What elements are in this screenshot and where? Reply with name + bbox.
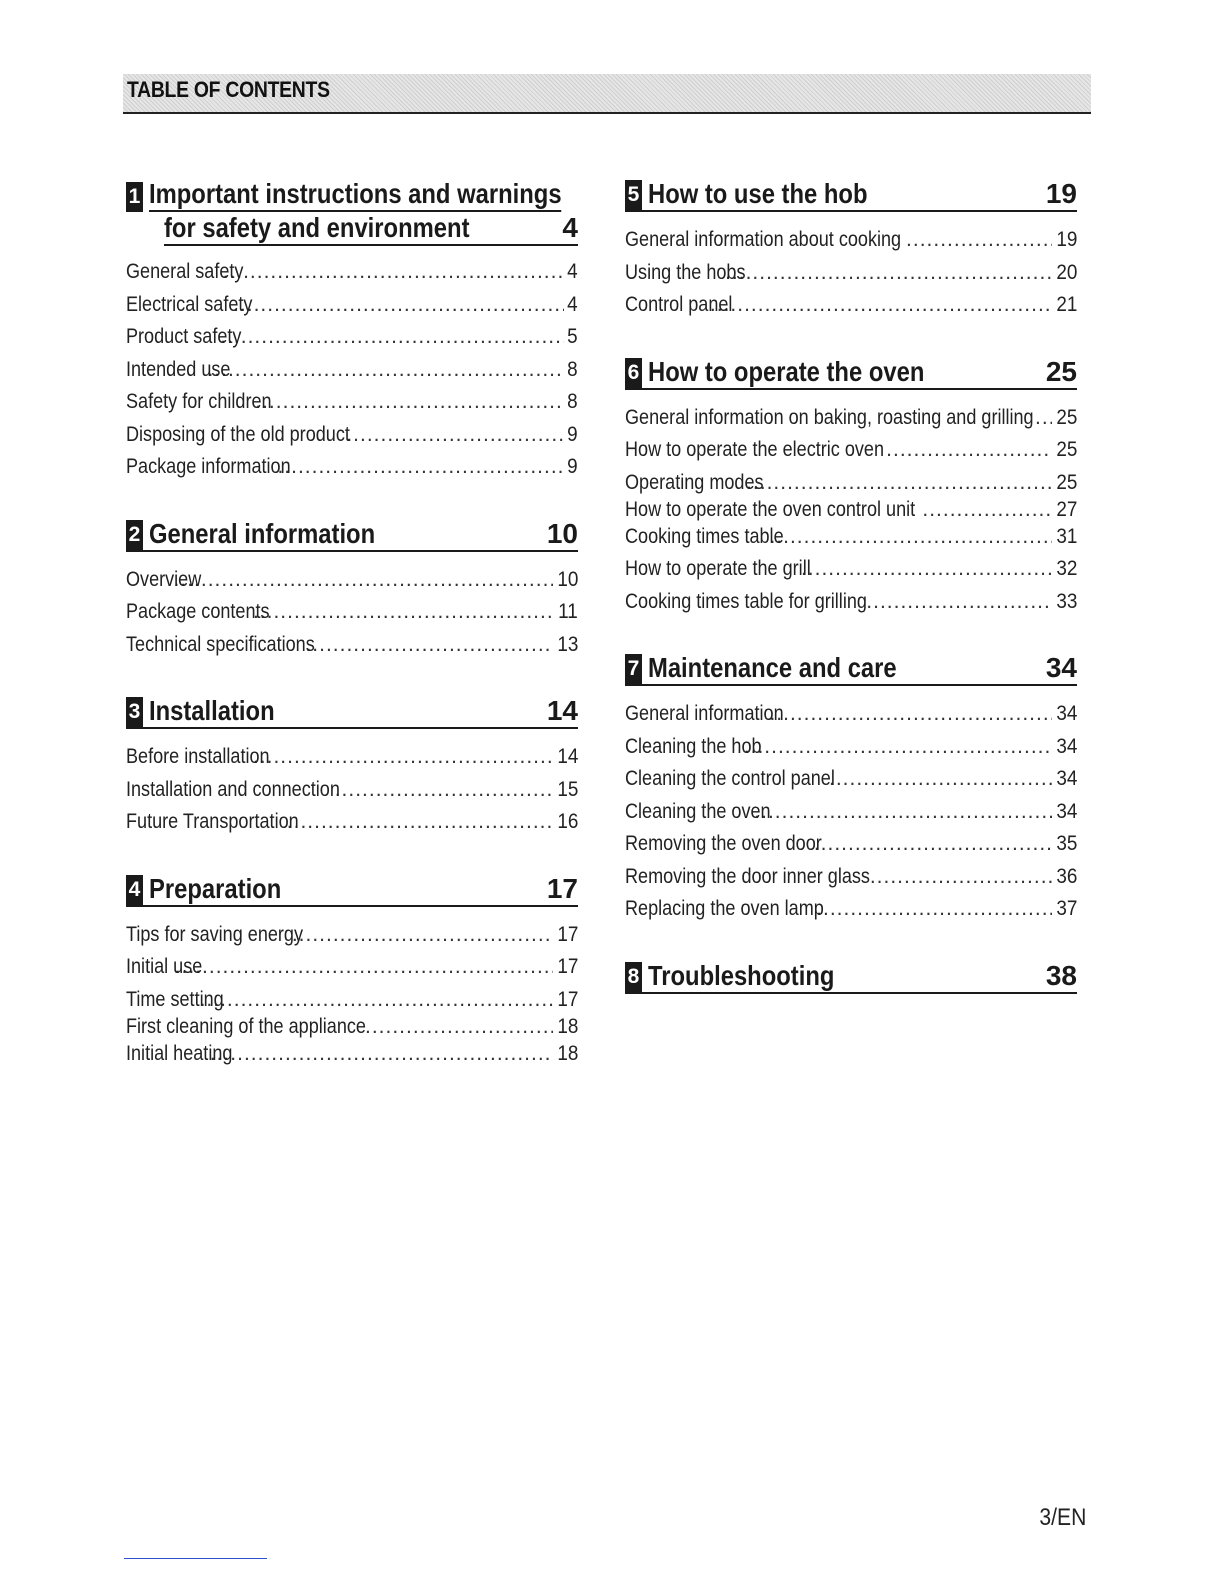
dot-leader [725, 261, 1052, 285]
dot-leader [305, 633, 552, 657]
section-number-badge: 4 [126, 875, 143, 905]
dot-leader [1035, 406, 1052, 430]
entry-label: How to operate the electric oven [625, 438, 885, 461]
entry-page: 5 [567, 325, 578, 348]
entry-page: 18 [556, 1014, 578, 1038]
entry-label: Cleaning the control panel [625, 767, 835, 790]
toc-entry[interactable] [625, 590, 1077, 623]
toc-entry[interactable] [625, 261, 1077, 294]
dot-leader [292, 923, 553, 947]
entry-label: Intended use [126, 357, 231, 381]
dot-leader [816, 897, 1051, 921]
toc-entry[interactable] [126, 423, 578, 456]
dot-leader [346, 423, 564, 447]
toc-entry[interactable] [625, 702, 1077, 735]
entry-label: General information on baking, roasting and grilling [625, 405, 1034, 429]
entry-label: Initial use [126, 955, 203, 978]
toc-section-3 [126, 695, 578, 843]
section-heading[interactable] [126, 518, 578, 552]
section-title-continued: for safety and environment [164, 212, 470, 243]
entry-label: Technical specifications [126, 632, 315, 656]
toc-entry[interactable] [126, 600, 578, 633]
dot-leader [710, 293, 1052, 317]
toc-entry[interactable] [625, 471, 1077, 498]
dot-leader [253, 600, 554, 624]
entry-page: 16 [556, 810, 578, 833]
dot-leader [174, 568, 553, 592]
section-number-badge: 3 [126, 697, 143, 727]
section-number-badge: 1 [126, 182, 143, 212]
toc-entry[interactable] [126, 633, 578, 666]
entry-label: General information about cooking [625, 228, 902, 251]
section-title: How to use the hob [648, 178, 868, 209]
entry-page: 35 [1055, 832, 1077, 855]
section-number-badge: 7 [625, 654, 642, 684]
dot-leader [253, 745, 553, 769]
entry-page: 18 [556, 1041, 578, 1065]
section-title: Important instructions and warnings [149, 178, 562, 212]
dot-leader [769, 702, 1051, 726]
dot-leader [175, 955, 553, 979]
toc-entry[interactable] [625, 293, 1077, 326]
toc-entry[interactable] [126, 923, 578, 956]
entry-page: 17 [556, 987, 578, 1011]
toc-entry[interactable] [625, 525, 1077, 558]
toc-section-5 [625, 178, 1077, 326]
dot-leader [906, 228, 1052, 252]
entry-label: Operating modes [625, 470, 764, 494]
entry-label: Tips for saving energy [126, 922, 304, 946]
section-heading[interactable] [625, 960, 1077, 994]
section-heading[interactable] [126, 178, 578, 246]
toc-left-column [126, 178, 578, 1099]
toc-section-8 [625, 960, 1077, 994]
entry-page: 19 [1055, 228, 1077, 251]
header-bar [123, 74, 1091, 114]
entry-label: Initial heating [126, 1041, 233, 1065]
entry-label: Control panel [625, 293, 733, 316]
entry-label: Cleaning the oven [625, 799, 771, 823]
section-heading[interactable] [625, 356, 1077, 390]
toc-right-column [625, 178, 1077, 1024]
dot-leader [365, 1015, 553, 1039]
toc-entry[interactable] [126, 778, 578, 811]
section-title: Installation [149, 695, 275, 726]
dot-leader [922, 498, 1051, 522]
entry-label: Package contents [126, 600, 270, 623]
entry-page: 33 [1055, 589, 1077, 613]
page-title: TABLE OF CONTENTS [127, 77, 330, 102]
toc-entry[interactable] [126, 745, 578, 778]
toc-entry[interactable] [126, 955, 578, 988]
entry-page: 13 [556, 632, 578, 656]
entry-label: Cooking times table for grilling [625, 589, 867, 613]
entry-page: 25 [1055, 405, 1077, 429]
entry-page: 34 [1055, 799, 1077, 823]
entry-page: 20 [1055, 260, 1077, 284]
toc-entry[interactable] [126, 390, 578, 423]
entry-page: 8 [567, 357, 578, 381]
toc-entry[interactable] [625, 865, 1077, 898]
toc-entry[interactable] [625, 832, 1077, 865]
section-page-number: 17 [546, 872, 578, 904]
section-page-number: 19 [1045, 178, 1077, 209]
entry-label: How to operate the oven control unit [625, 497, 916, 521]
toc-entry[interactable] [625, 897, 1077, 930]
toc-section-6 [625, 356, 1077, 623]
section-page-number: 4 [562, 212, 578, 243]
entry-page: 27 [1055, 497, 1077, 521]
dot-leader [886, 438, 1051, 462]
section-title: Maintenance and care [648, 652, 897, 683]
dot-leader [866, 590, 1051, 614]
entry-page: 15 [556, 777, 578, 801]
page-number-footer: 3/EN [1039, 1504, 1086, 1531]
entry-label: Safety for children [126, 390, 272, 413]
section-page-number: 38 [1045, 959, 1077, 991]
toc-entry[interactable] [625, 498, 1077, 525]
toc-entry[interactable] [625, 767, 1077, 800]
section-heading[interactable] [625, 652, 1077, 686]
entry-page: 17 [556, 955, 578, 978]
section-page-number: 10 [546, 517, 578, 549]
dot-leader [754, 800, 1051, 824]
toc-section-7 [625, 652, 1077, 930]
entry-page: 21 [1055, 293, 1077, 316]
entry-label: General safety [126, 260, 244, 283]
entry-label: Cooking times table [625, 524, 784, 548]
dot-leader [223, 260, 565, 284]
dot-leader [200, 988, 553, 1012]
section-number-badge: 5 [625, 180, 642, 210]
entry-label: General information [625, 702, 784, 725]
dot-leader [233, 293, 564, 317]
entry-label: Removing the door inner glass [625, 864, 870, 888]
dot-leader [207, 358, 564, 382]
footer-divider [124, 1558, 267, 1559]
entry-page: 31 [1055, 524, 1077, 548]
dot-leader [746, 471, 1052, 495]
toc-entry[interactable] [625, 438, 1077, 471]
entry-page: 34 [1055, 702, 1077, 725]
entry-page: 11 [558, 600, 578, 623]
dot-leader [277, 455, 564, 479]
toc-entry[interactable] [126, 260, 578, 293]
toc-entry[interactable] [126, 455, 578, 488]
dot-leader [255, 390, 564, 414]
entry-label: Using the hobs [625, 260, 746, 284]
section-heading[interactable] [126, 695, 578, 729]
entry-label: Electrical safety [126, 292, 253, 316]
entry-label: Package information [126, 455, 291, 478]
section-title: Preparation [149, 872, 282, 904]
toc-section-1 [126, 178, 578, 488]
entry-page: 9 [567, 422, 578, 446]
toc-entry[interactable] [625, 228, 1077, 261]
entry-label: Disposing of the old product [126, 422, 350, 446]
entry-label: Before installation [126, 745, 270, 768]
dot-leader [814, 832, 1052, 856]
entry-page: 34 [1055, 767, 1077, 790]
entry-label: Replacing the oven lamp [625, 897, 824, 920]
section-page-number: 25 [1045, 355, 1077, 387]
toc-entry[interactable] [126, 293, 578, 326]
section-number-badge: 2 [126, 520, 143, 550]
dot-leader [220, 325, 564, 349]
entry-page: 25 [1055, 438, 1077, 461]
dot-leader [769, 525, 1051, 549]
section-title: How to operate the oven [648, 355, 925, 387]
entry-page: 34 [1055, 734, 1077, 758]
entry-label: Time setting [126, 987, 224, 1011]
entry-page: 36 [1055, 864, 1077, 888]
entry-label: Removing the oven door [625, 832, 822, 855]
dot-leader [287, 810, 553, 834]
dot-leader [210, 1042, 553, 1066]
entry-page: 32 [1055, 557, 1077, 580]
entry-page: 4 [567, 260, 578, 283]
entry-label: First cleaning of the appliance [126, 1014, 366, 1038]
section-heading[interactable] [625, 178, 1077, 212]
entry-page: 8 [567, 390, 578, 413]
entry-label: Product safety [126, 325, 242, 348]
dot-leader [801, 557, 1052, 581]
entry-page: 25 [1055, 470, 1077, 494]
section-number-badge: 8 [625, 962, 642, 992]
toc-entry[interactable] [625, 800, 1077, 833]
entry-label: Overview [126, 567, 202, 591]
toc-entry[interactable] [625, 557, 1077, 590]
toc-entry[interactable] [126, 1015, 578, 1042]
entry-page: 9 [567, 455, 578, 478]
entry-label: How to operate the grill [625, 557, 811, 580]
section-heading[interactable] [126, 873, 578, 907]
section-page-number: 14 [546, 695, 578, 726]
section-page-number: 34 [1045, 652, 1077, 683]
entry-label: Future Transportation [126, 810, 299, 833]
entry-page: 14 [556, 745, 578, 768]
entry-page: 4 [567, 292, 578, 316]
toc-section-4 [126, 873, 578, 1069]
entry-page: 37 [1055, 897, 1077, 920]
toc-entry[interactable] [126, 358, 578, 391]
toc-entry[interactable] [126, 568, 578, 601]
entry-page: 17 [556, 922, 578, 946]
section-title: Troubleshooting [648, 959, 835, 991]
toc-entry[interactable] [126, 988, 578, 1015]
toc-entry[interactable] [625, 406, 1077, 439]
toc-entry[interactable] [126, 1042, 578, 1069]
dot-leader [870, 865, 1052, 889]
dot-leader [335, 778, 553, 802]
toc-entry[interactable] [625, 735, 1077, 768]
entry-label: Installation and connection [126, 777, 340, 801]
entry-label: Cleaning the hob [625, 734, 762, 758]
dot-leader [829, 767, 1052, 791]
section-number-badge: 6 [625, 358, 642, 388]
toc-entry[interactable] [126, 325, 578, 358]
toc-section-2 [126, 518, 578, 666]
section-title: General information [149, 517, 376, 549]
entry-page: 10 [556, 567, 578, 591]
toc-entry[interactable] [126, 810, 578, 843]
dot-leader [744, 735, 1052, 759]
